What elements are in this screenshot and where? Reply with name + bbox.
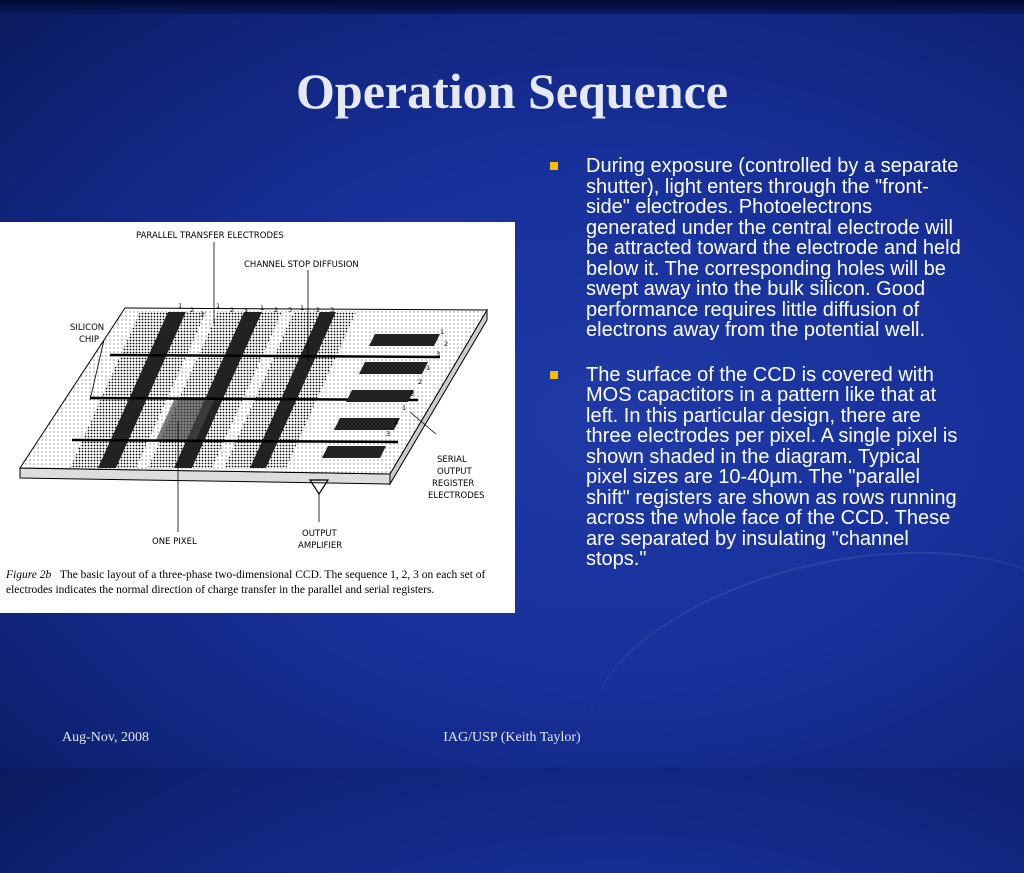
bullet-text: During exposure (controlled by a separate shutter), light enters through the "front-side" electrodes. Photoelectrons generated under the central electrode will be attracted toward the electrode and held below it. The corresponding holes will be swept away into the bulk silicon. Good performance requires little diffusion of electrons away from the potential well. <box>586 155 961 341</box>
svg-text:3: 3 <box>386 430 391 438</box>
label-serial-2: OUTPUT <box>437 467 472 477</box>
svg-text:2: 2 <box>394 418 399 426</box>
label-serial-3: REGISTER <box>432 479 475 489</box>
svg-text:2: 2 <box>230 306 235 314</box>
ccd-figure <box>0 222 515 613</box>
svg-text:3: 3 <box>244 308 249 316</box>
svg-text:3: 3 <box>410 390 415 398</box>
label-channel-stop: CHANNEL STOP DIFFUSION <box>244 260 359 270</box>
label-serial-1: SERIAL <box>437 455 467 465</box>
svg-text:2: 2 <box>274 306 279 314</box>
svg-text:1: 1 <box>216 302 221 310</box>
svg-text:1: 1 <box>402 404 407 412</box>
label-output-2: AMPLIFIER <box>298 541 343 551</box>
svg-text:2: 2 <box>190 306 195 314</box>
svg-text:1: 1 <box>178 302 183 310</box>
figure-caption <box>6 568 512 598</box>
top-band <box>0 0 1024 14</box>
svg-text:1: 1 <box>440 328 445 336</box>
svg-text:2: 2 <box>444 340 449 348</box>
ccd-diagram <box>0 222 515 567</box>
svg-text:2: 2 <box>418 378 423 386</box>
bullet-text: The surface of the CCD is covered with MOS capactitors in a pattern like that at left. In this particular design, there are three electrodes per pixel. A single pixel is shown shaded in the diagram. Typical pixel sizes are 10-40µm. The "parallel shift" registers are shown as rows running across the whole face of the CCD. These are separated by insulating "channel stops." <box>586 363 958 570</box>
bullet-item <box>548 365 964 570</box>
svg-text:2: 2 <box>316 306 321 314</box>
svg-text:3: 3 <box>330 306 335 314</box>
footer-author: IAG/USP (Keith Taylor) <box>443 730 581 745</box>
svg-text:1: 1 <box>300 304 305 312</box>
figure-number: Figure 2b <box>6 569 52 581</box>
label-one-pixel: ONE PIXEL <box>152 537 197 547</box>
svg-text:3: 3 <box>436 350 441 358</box>
svg-text:1: 1 <box>260 304 265 312</box>
label-serial-4: ELECTRODES <box>428 491 485 501</box>
label-output-1: OUTPUT <box>302 529 337 539</box>
svg-text:3: 3 <box>200 310 205 318</box>
bullet-item <box>548 156 964 341</box>
figure-caption-text: The basic layout of a three-phase two-dimensional CCD. The sequence 1, 2, 3 on each set of electrodes indicates the normal direction of charge transfer in the parallel and serial registers. <box>6 569 486 596</box>
svg-text:3: 3 <box>288 306 293 314</box>
square-bullet-icon <box>550 371 558 379</box>
square-bullet-icon <box>550 162 558 170</box>
slide-title: Operation Sequence <box>296 63 728 119</box>
bullet-list <box>548 156 964 570</box>
label-silicon-2: CHIP <box>79 335 99 345</box>
label-silicon-1: SILICON <box>70 323 105 333</box>
svg-text:1: 1 <box>426 364 431 372</box>
footer-date: Aug-Nov, 2008 <box>62 730 149 745</box>
label-parallel-electrodes: PARALLEL TRANSFER ELECTRODES <box>136 231 284 241</box>
